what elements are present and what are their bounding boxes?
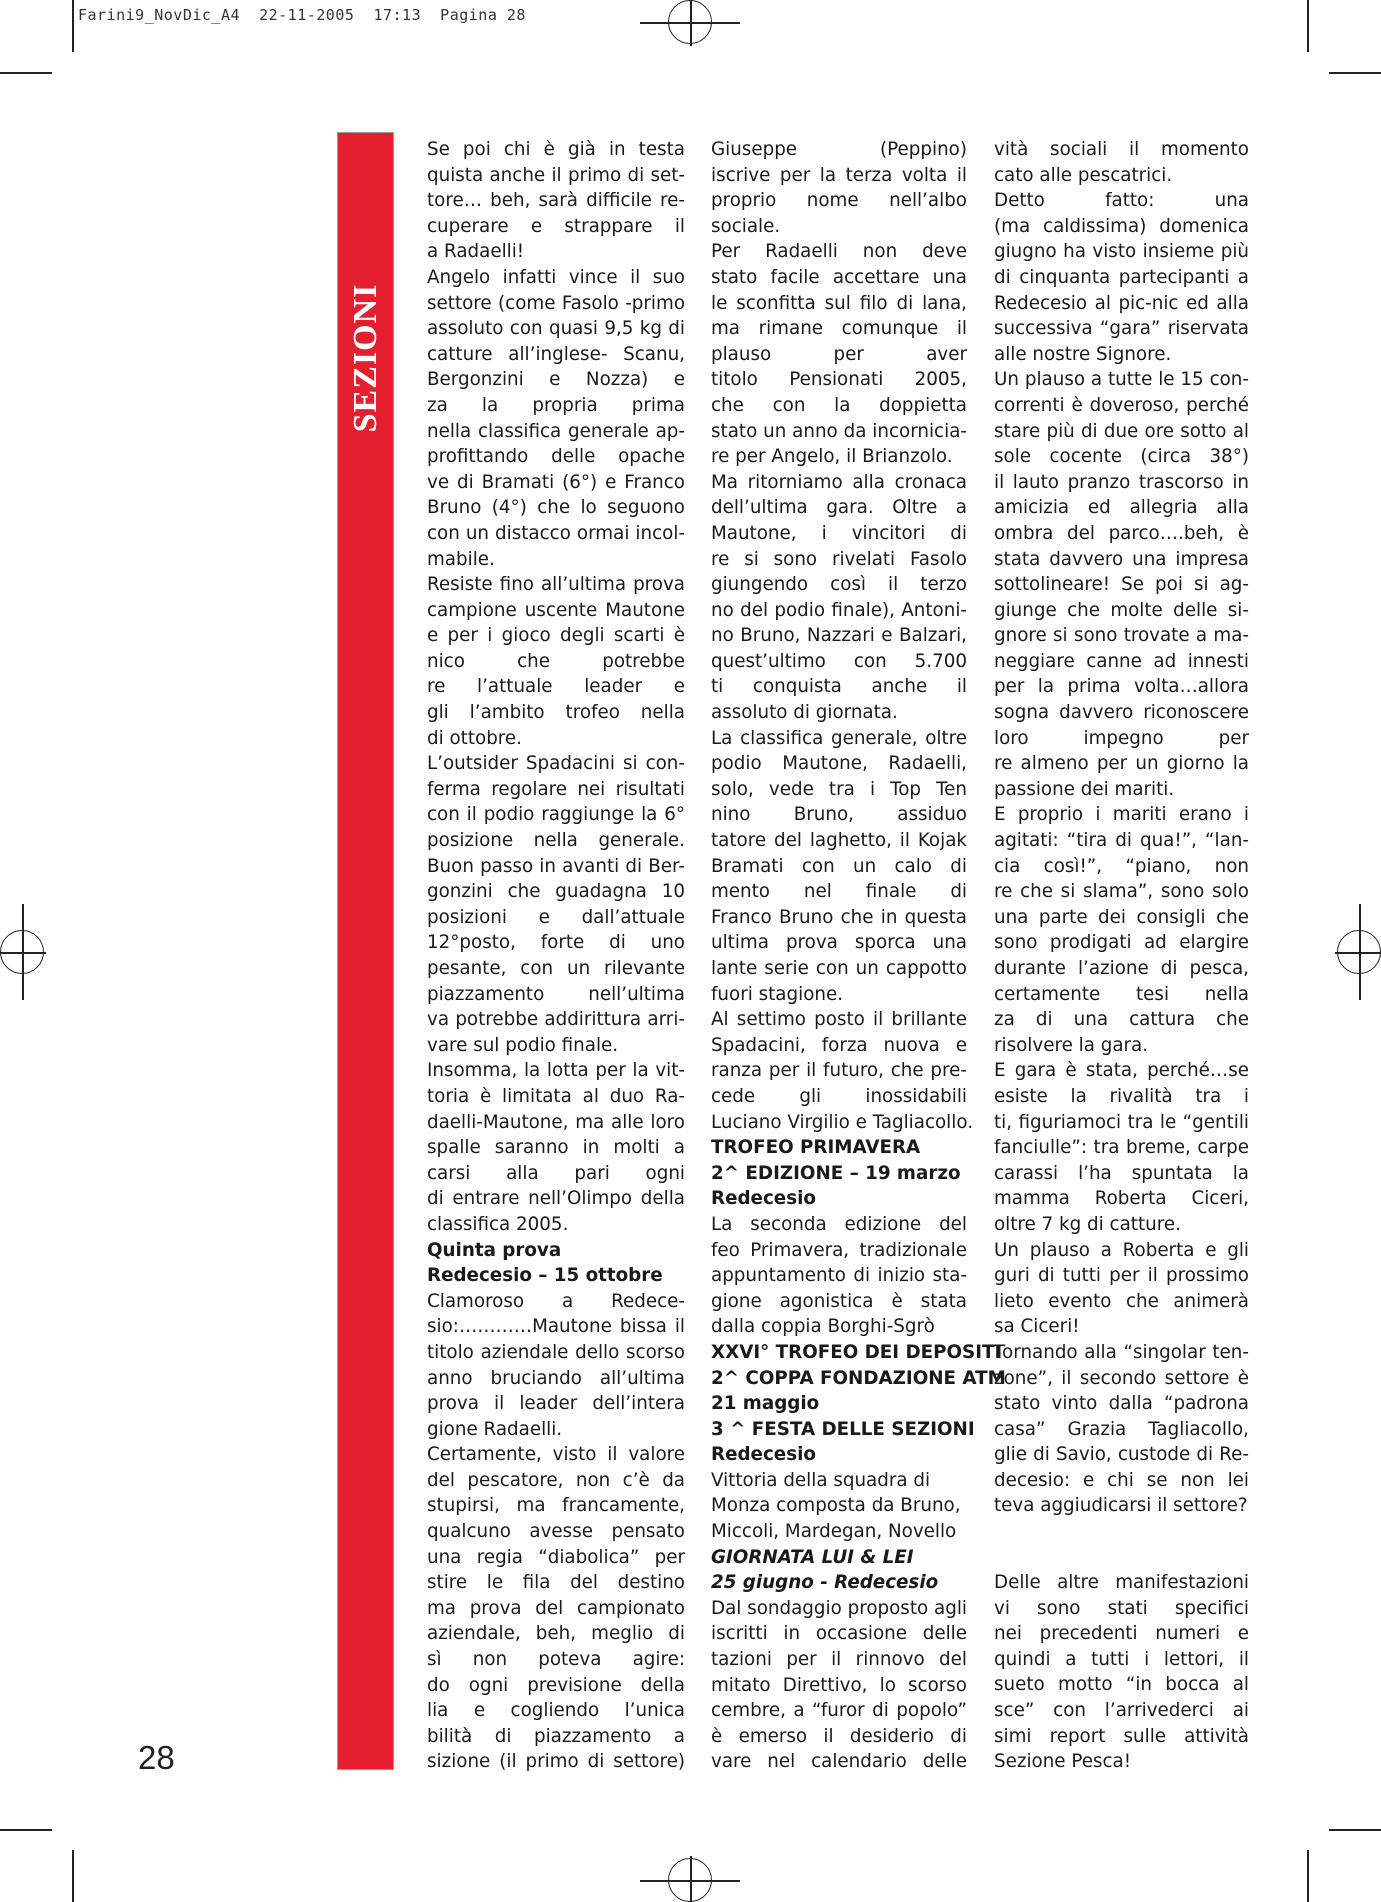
article-text-line: lante serie con un cappotto: [711, 958, 967, 979]
article-text-line: certamente tesi nella: [994, 983, 1249, 1005]
paragraph-gap: [994, 1519, 1249, 1570]
article-text-line: a Radaelli!: [427, 241, 525, 263]
article-column-1: [427, 137, 685, 1775]
article-text-line: glie di Savio, custode di Re-: [994, 1444, 1249, 1466]
article-text-line: vità sociali il momento: [994, 139, 1249, 160]
article-text-line: Vittoria della squadra di: [711, 1469, 931, 1491]
article-text-line: ve di Bramati (6°) e Franco: [427, 471, 685, 493]
article-text-line: cato alle pescatrici.: [994, 164, 1173, 186]
article-text-line: sogna davvero riconoscere: [994, 702, 1249, 724]
article-text-line: giugno ha visto insieme più: [994, 241, 1249, 263]
article-text-line: toria è limitata al duo Ra-: [427, 1085, 685, 1107]
article-text-line: ti, figuriamoci tra le “gentili: [994, 1111, 1249, 1133]
article-text-line: fuori stagione.: [711, 983, 844, 1005]
article-text-line: posizioni e dall’attuale: [427, 906, 685, 928]
article-text-line: Buon passo in avanti di Ber-: [427, 855, 685, 877]
article-text-line: assoluto con quasi 9,5 kg di: [427, 318, 685, 340]
article-text-line: sueto motto “in bocca al: [994, 1674, 1249, 1696]
article-text-line: catture all’inglese- Scanu,: [427, 343, 685, 365]
article-text-line: passione dei mariti.: [994, 778, 1175, 800]
article-text-line: Mautone, i vincitori di: [711, 522, 967, 544]
article-text-line: risolvere la gara.: [994, 1034, 1149, 1056]
article-heading-line: 21 maggio: [711, 1393, 820, 1415]
article-text-line: re almeno per un giorno la: [994, 753, 1249, 775]
article-text-line: mento nel finale di: [711, 881, 967, 903]
article-text-line: per la prima volta…allora: [994, 676, 1249, 698]
article-text-line: vi sono stati specifici: [994, 1597, 1249, 1619]
article-text-line: del pescatore, non c’è da: [427, 1469, 685, 1491]
article-text-line: Spadacini, forza nuova e: [711, 1034, 967, 1056]
article-text-line: con il podio raggiunge la 6°: [427, 804, 685, 826]
article-text-line: pesante, con un rilevante: [427, 958, 685, 979]
article-text-line: stato vinto dalla “padrona: [994, 1393, 1249, 1415]
article-text-line: bilità di piazzamento a: [427, 1725, 685, 1747]
article-text-line: una regia “diabolica” per: [427, 1546, 685, 1568]
article-text-line: il lauto pranzo trascorso in: [994, 471, 1249, 493]
article-text-line: fanciulle”: tra breme, carpe: [994, 1137, 1249, 1159]
article-text-line: gonzini che guadagna 10: [427, 881, 685, 903]
article-text-line: aziendale, beh, meglio di: [427, 1623, 685, 1645]
article-text-line: appuntamento di inizio sta-: [711, 1265, 967, 1287]
article-text-line: sce” con l’arrivederci ai: [994, 1700, 1249, 1722]
article-text-line: Per Radaelli non deve: [711, 241, 967, 263]
article-text-line: no del podio finale), Antoni-: [711, 599, 967, 621]
article-text-line: campione uscente Mautone: [427, 599, 685, 621]
article-text-line: dalla coppia Borghi-Sgrò: [711, 1316, 935, 1338]
article-text-line: simi report sulle attività: [994, 1725, 1249, 1747]
article-text-line: Tornando alla “singolar ten-: [994, 1341, 1249, 1363]
article-text-line: sole cocente (circa 38°): [994, 446, 1249, 468]
article-text-line: gnore si sono trovate a ma-: [994, 625, 1249, 647]
article-text-line: E proprio i mariti erano i: [994, 804, 1249, 826]
print-slug: Farini9_NovDic_A4 22-11-2005 17:13 Pagina 28: [78, 6, 526, 24]
article-text-line: (ma caldissima) domenica: [994, 215, 1249, 237]
article-text-line: proprio nome nell’albo: [711, 190, 967, 212]
article-text-line: za di una cattura che: [994, 1009, 1249, 1031]
article-heading-line: 2^ EDIZIONE – 19 marzo: [711, 1162, 961, 1184]
article-text-line: stare più di due ore sotto al: [994, 420, 1249, 442]
article-text-line: settore (come Fasolo -primo: [427, 292, 685, 314]
article-text-line: Franco Bruno che in questa: [711, 906, 967, 928]
article-text-line: profittando delle opache: [427, 446, 685, 468]
article-text-line: do ogni previsione della: [427, 1674, 685, 1696]
article-heading-line: Redecesio: [711, 1444, 816, 1466]
article-text-line: è emerso il desiderio di: [711, 1725, 967, 1747]
article-text-line: prova il leader dell’intera: [427, 1393, 685, 1415]
article-text-line: cuperare e strappare il: [427, 215, 685, 237]
article-text-line: alle nostre Signore.: [994, 343, 1172, 365]
article-text-line: vare nel calendario delle: [711, 1751, 967, 1773]
article-text-line: giungendo così il terzo: [711, 574, 967, 596]
article-text-line: solo, vede tra i Top Ten: [711, 778, 967, 800]
article-text-line: feo Primavera, tradizionale: [711, 1239, 967, 1261]
article-heading-line: Redecesio: [711, 1188, 816, 1210]
section-title: SEZIONI: [347, 283, 384, 433]
article-text-line: successiva “gara” riservata: [994, 318, 1249, 340]
article-text-line: di cinquanta partecipanti a: [994, 266, 1249, 288]
article-text-line: stire le fila del destino: [427, 1572, 685, 1594]
article-text-line: Detto fatto: una: [994, 190, 1249, 212]
article-text-line: loro impegno per: [994, 727, 1249, 749]
article-text-line: va potrebbe addirittura arri-: [427, 1009, 685, 1031]
article-text-line: casa” Grazia Tagliacollo,: [994, 1418, 1249, 1440]
article-text-line: neggiare canne ad innesti: [994, 650, 1249, 672]
article-text-line: L’outsider Spadacini si con-: [427, 753, 685, 775]
article-text-line: spalle saranno in molti a: [427, 1137, 685, 1159]
article-heading-line: 25 giugno - Redecesio: [711, 1572, 939, 1594]
article-text-line: di entrare nell’Olimpo della: [427, 1188, 685, 1210]
article-text-line: mabile.: [427, 548, 495, 570]
article-text-line: ferma regolare nei risultati: [427, 778, 685, 800]
article-text-line: nei precedenti numeri e: [994, 1623, 1249, 1645]
article-text-line: ti conquista anche il: [711, 676, 967, 698]
article-text-line: Sezione Pesca!: [994, 1751, 1132, 1773]
article-text-line: sì non poteva agire:: [427, 1649, 685, 1671]
article-text-line: re per Angelo, il Brianzolo.: [711, 446, 953, 468]
article-text-line: oltre 7 kg di catture.: [994, 1213, 1181, 1235]
page-number: 28: [138, 1739, 175, 1776]
article-text-line: Un plauso a tutte le 15 con-: [994, 369, 1249, 391]
article-text-line: Monza composta da Bruno,: [711, 1495, 961, 1517]
article-text-line: re si sono rivelati Fasolo: [711, 548, 967, 570]
article-text-line: nella classifica generale ap-: [427, 420, 685, 442]
article-text-line: ma prova del campionato: [427, 1597, 685, 1619]
article-text-line: Angelo infatti vince il suo: [427, 266, 685, 288]
article-text-line: Insomma, la lotta per la vit-: [427, 1060, 685, 1082]
article-column-3: [994, 137, 1249, 1775]
article-text-line: Certamente, visto il valore: [427, 1444, 685, 1466]
article-text-line: iscrive per la terza volta il: [711, 164, 967, 186]
article-text-line: carsi alla pari ogni: [427, 1162, 685, 1184]
article-text-line: no Bruno, Nazzari e Balzari,: [711, 625, 967, 647]
article-text-line: durante l’azione di pesca,: [994, 958, 1249, 979]
article-heading-line: GIORNATA LUI & LEI: [711, 1546, 914, 1568]
article-text-line: E gara è stata, perché…se: [994, 1060, 1249, 1082]
article-text-line: sio:…………Mautone bissa il: [427, 1316, 685, 1338]
article-text-line: Se poi chi è già in testa: [427, 139, 685, 160]
article-text-line: zone”, il secondo settore è: [994, 1367, 1249, 1389]
article-text-line: dell’ultima gara. Oltre a: [711, 497, 967, 519]
article-text-line: piazzamento nell’ultima: [427, 983, 685, 1005]
article-text-line: amicizia ed allegria alla: [994, 497, 1249, 519]
article-text-line: qualcuno avesse pensato: [427, 1521, 685, 1543]
article-heading-line: Redecesio – 15 ottobre: [427, 1265, 663, 1287]
article-text-line: carassi l’ha spuntata la: [994, 1162, 1249, 1184]
section-sidebar: [337, 132, 394, 1770]
article-text-line: titolo Pensionati 2005,: [711, 369, 967, 391]
article-text-line: classifica 2005.: [427, 1213, 569, 1235]
article-text-line: le sconfitta sul filo di lana,: [711, 292, 967, 314]
article-heading-line: TROFEO PRIMAVERA: [711, 1137, 921, 1159]
article-text-line: sa Ciceri!: [994, 1316, 1080, 1338]
article-text-line: Dal sondaggio proposto agli: [711, 1597, 967, 1619]
article-text-line: stato un anno da incornicia-: [711, 420, 967, 442]
article-text-line: tore… beh, sarà difficile re-: [427, 190, 685, 212]
article-text-line: giunge che molte delle si-: [994, 599, 1249, 621]
article-text-line: lieto evento che animerà: [994, 1290, 1249, 1312]
article-text-line: re l’attuale leader e: [427, 676, 685, 698]
article-text-line: che con la doppietta: [711, 394, 967, 416]
article-text-line: Clamoroso a Redece-: [427, 1290, 685, 1312]
article-text-line: cembre, a “furor di popolo”: [711, 1700, 967, 1722]
article-text-line: Miccoli, Mardegan, Novello: [711, 1521, 957, 1543]
article-text-line: correnti è doveroso, perché: [994, 394, 1249, 416]
article-text-line: posizione nella generale.: [427, 830, 685, 852]
article-text-line: lia e cogliendo l’unica: [427, 1700, 685, 1722]
article-text-line: Giuseppe (Peppino): [711, 139, 967, 160]
article-text-line: ma rimane comunque il: [711, 318, 967, 340]
article-text-line: esiste la rivalità tra i: [994, 1085, 1249, 1107]
article-text-line: mitato Direttivo, lo scorso: [711, 1674, 967, 1696]
article-text-line: La seconda edizione del: [711, 1213, 967, 1235]
article-text-line: podio Mautone, Radaelli,: [711, 753, 967, 775]
article-text-line: stato facile accettare una: [711, 266, 967, 288]
article-text-line: sociale.: [711, 215, 781, 237]
article-text-line: cia così!”, “piano, non: [994, 855, 1249, 877]
article-text-line: mamma Roberta Ciceri,: [994, 1188, 1249, 1210]
article-text-line: za la propria prima: [427, 394, 685, 416]
article-text-line: decesio: e chi se non lei: [994, 1469, 1249, 1491]
article-text-line: quindi a tutti i lettori, il: [994, 1648, 1249, 1670]
article-text-line: guri di tutti per il prossimo: [994, 1265, 1249, 1287]
article-heading-line: 3 ^ FESTA DELLE SEZIONI: [711, 1418, 975, 1440]
article-text-line: quista anche il primo di set-: [427, 164, 685, 186]
article-text-line: anno bruciando all’ultima: [427, 1367, 685, 1389]
article-text-line: Luciano Virgilio e Tagliacollo.: [711, 1111, 974, 1133]
article-text-line: daelli-Mautone, ma alle loro: [427, 1111, 685, 1133]
article-text-line: ranza per il futuro, che pre-: [711, 1060, 967, 1082]
article-text-line: agitati: “tira di qua!”, “lan-: [994, 830, 1249, 852]
article-heading-line: 2^ COPPA FONDAZIONE ATM: [711, 1367, 1006, 1389]
article-text-line: Redecesio al pic-nic ed alla: [994, 292, 1249, 314]
article-text-line: teva aggiudicarsi il settore?: [994, 1495, 1248, 1517]
article-text-line: ultima prova sporca una: [711, 932, 967, 954]
article-text-line: nico che potrebbe: [427, 650, 685, 672]
article-text-line: assoluto di giornata.: [711, 702, 898, 724]
article-heading-line: Quinta prova: [427, 1239, 562, 1261]
article-text-line: tazioni per il rinnovo del: [711, 1649, 967, 1671]
article-text-line: Ma ritorniamo alla cronaca: [711, 471, 967, 493]
article-text-line: e per i gioco degli scarti è: [427, 625, 685, 647]
article-text-line: tatore del laghetto, il Kojak: [711, 830, 967, 852]
article-text-line: gione Radaelli.: [427, 1418, 563, 1440]
article-text-line: Bramati con un calo di: [711, 855, 967, 877]
article-text-line: con un distacco ormai incol-: [427, 522, 685, 544]
article-text-line: sono prodigati ad elargire: [994, 932, 1249, 954]
article-text-line: sottolineare! Se poi si ag-: [994, 574, 1249, 596]
article-text-line: Resiste fino all’ultima prova: [427, 574, 685, 596]
article-text-line: Delle altre manifestazioni: [994, 1572, 1249, 1594]
article-text-line: Bruno (4°) che lo seguono: [427, 497, 685, 519]
article-heading-line: XXVI° TROFEO DEI DEPOSITI: [711, 1341, 1002, 1363]
article-text-line: cede gli inossidabili: [711, 1085, 967, 1107]
article-text-line: vare sul podio finale.: [427, 1034, 619, 1056]
article-column-2: [711, 137, 1006, 1775]
article-text-line: 12°posto, forte di uno: [427, 932, 685, 954]
article-text-line: re che si slama”, sono solo: [994, 881, 1249, 903]
article-text-line: stupirsi, ma francamente,: [427, 1495, 685, 1517]
article-text-line: Un plauso a Roberta e gli: [994, 1239, 1249, 1261]
article-text-line: gli l’ambito trofeo nella: [427, 702, 685, 724]
article-text-line: iscritti in occasione delle: [711, 1623, 967, 1645]
article-text-line: nino Bruno, assiduo: [711, 804, 967, 826]
article-text-line: una parte dei consigli che: [994, 906, 1249, 928]
article-text-line: stata davvero una impresa: [994, 548, 1249, 570]
article-text-line: di ottobre.: [427, 727, 522, 749]
article-text-line: Al settimo posto il brillante: [711, 1009, 967, 1031]
article-text-line: ombra del parco….beh, è: [994, 522, 1249, 544]
article-text-line: titolo aziendale dello scorso: [427, 1341, 685, 1363]
article-text-line: La classifica generale, oltre: [711, 727, 967, 749]
article-text-line: gione agonistica è stata: [711, 1290, 967, 1312]
article-text-line: Bergonzini e Nozza) e: [427, 369, 685, 391]
article-text-line: quest’ultimo con 5.700: [711, 650, 967, 672]
article-text-line: plauso per aver: [711, 343, 967, 365]
article-text-line: sizione (il primo di settore): [427, 1751, 685, 1773]
